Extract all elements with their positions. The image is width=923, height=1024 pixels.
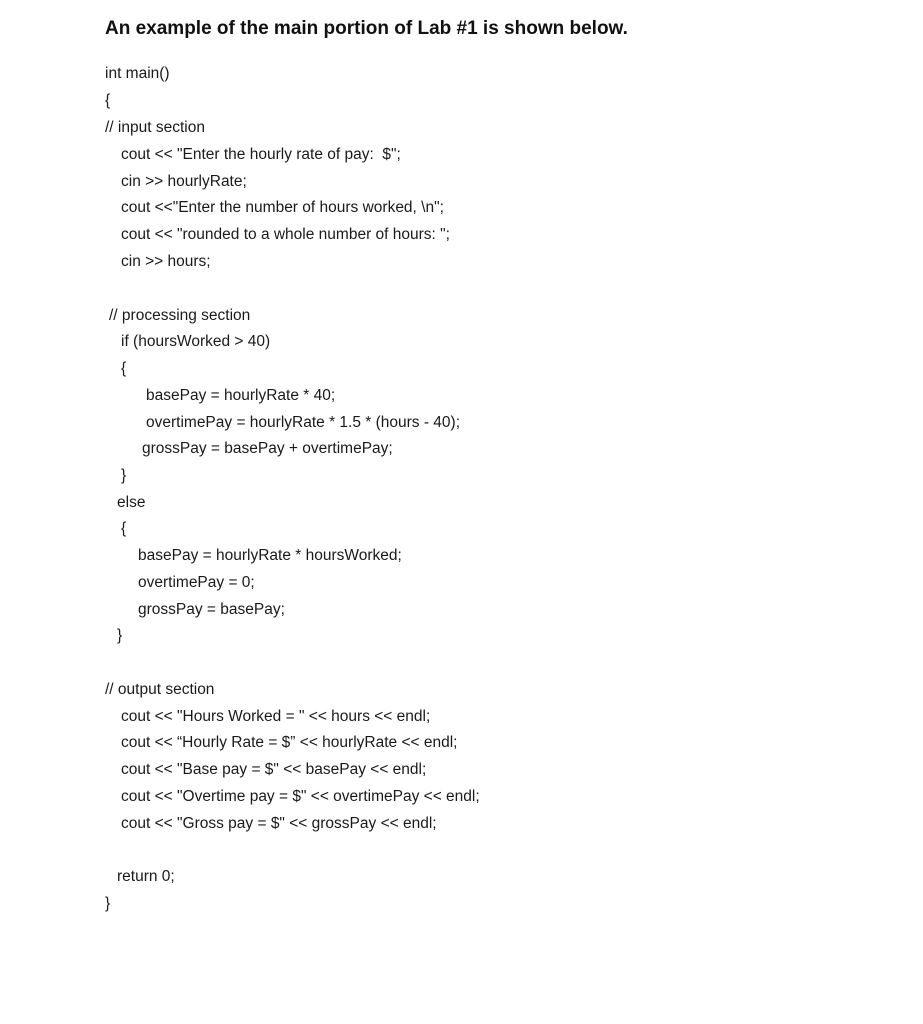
code-line: cin >> hours; [121, 253, 211, 270]
code-line: cout << "Hours Worked = " << hours << endl; [121, 708, 431, 725]
code-line-input-comment: // input section [105, 119, 205, 136]
code-line: grossPay = basePay; [138, 601, 285, 618]
code-line: cin >> hourlyRate; [121, 173, 247, 190]
code-line-return: return 0; [117, 868, 175, 885]
code-line-main-signature: int main() [105, 65, 170, 82]
code-line-processing-comment: // processing section [109, 307, 251, 324]
code-line-open-brace: { [121, 520, 127, 537]
code-line: cout << “Hourly Rate = $” << hourlyRate << endl; [121, 734, 458, 751]
code-line-close-brace: } [117, 627, 123, 644]
page-title: An example of the main portion of Lab #1 is shown below. [105, 18, 628, 39]
code-line-else: else [117, 494, 146, 511]
code-line: overtimePay = 0; [138, 574, 255, 591]
code-line: basePay = hourlyRate * hoursWorked; [138, 547, 402, 564]
code-line-close-brace: } [105, 895, 111, 912]
code-line: basePay = hourlyRate * 40; [146, 387, 336, 404]
code-line: cout << "Base pay = $" << basePay << endl; [121, 761, 427, 778]
code-line-if-statement: if (hoursWorked > 40) [121, 333, 271, 350]
code-line: cout << "Overtime pay = $" << overtimePay << endl; [121, 788, 480, 805]
code-line-open-brace: { [105, 92, 111, 109]
code-line: cout << "Gross pay = $" << grossPay << endl; [121, 815, 437, 832]
code-line: grossPay = basePay + overtimePay; [142, 440, 393, 457]
code-line: cout << "Enter the hourly rate of pay: $"; [121, 146, 401, 163]
code-line-open-brace: { [121, 360, 127, 377]
code-line-output-comment: // output section [105, 681, 215, 698]
code-line-close-brace: } [121, 467, 127, 484]
code-line: cout <<"Enter the number of hours worked, \n"; [121, 199, 444, 216]
code-line: cout << "rounded to a whole number of hours: "; [121, 226, 450, 243]
code-line: overtimePay = hourlyRate * 1.5 * (hours - 40); [146, 414, 461, 431]
